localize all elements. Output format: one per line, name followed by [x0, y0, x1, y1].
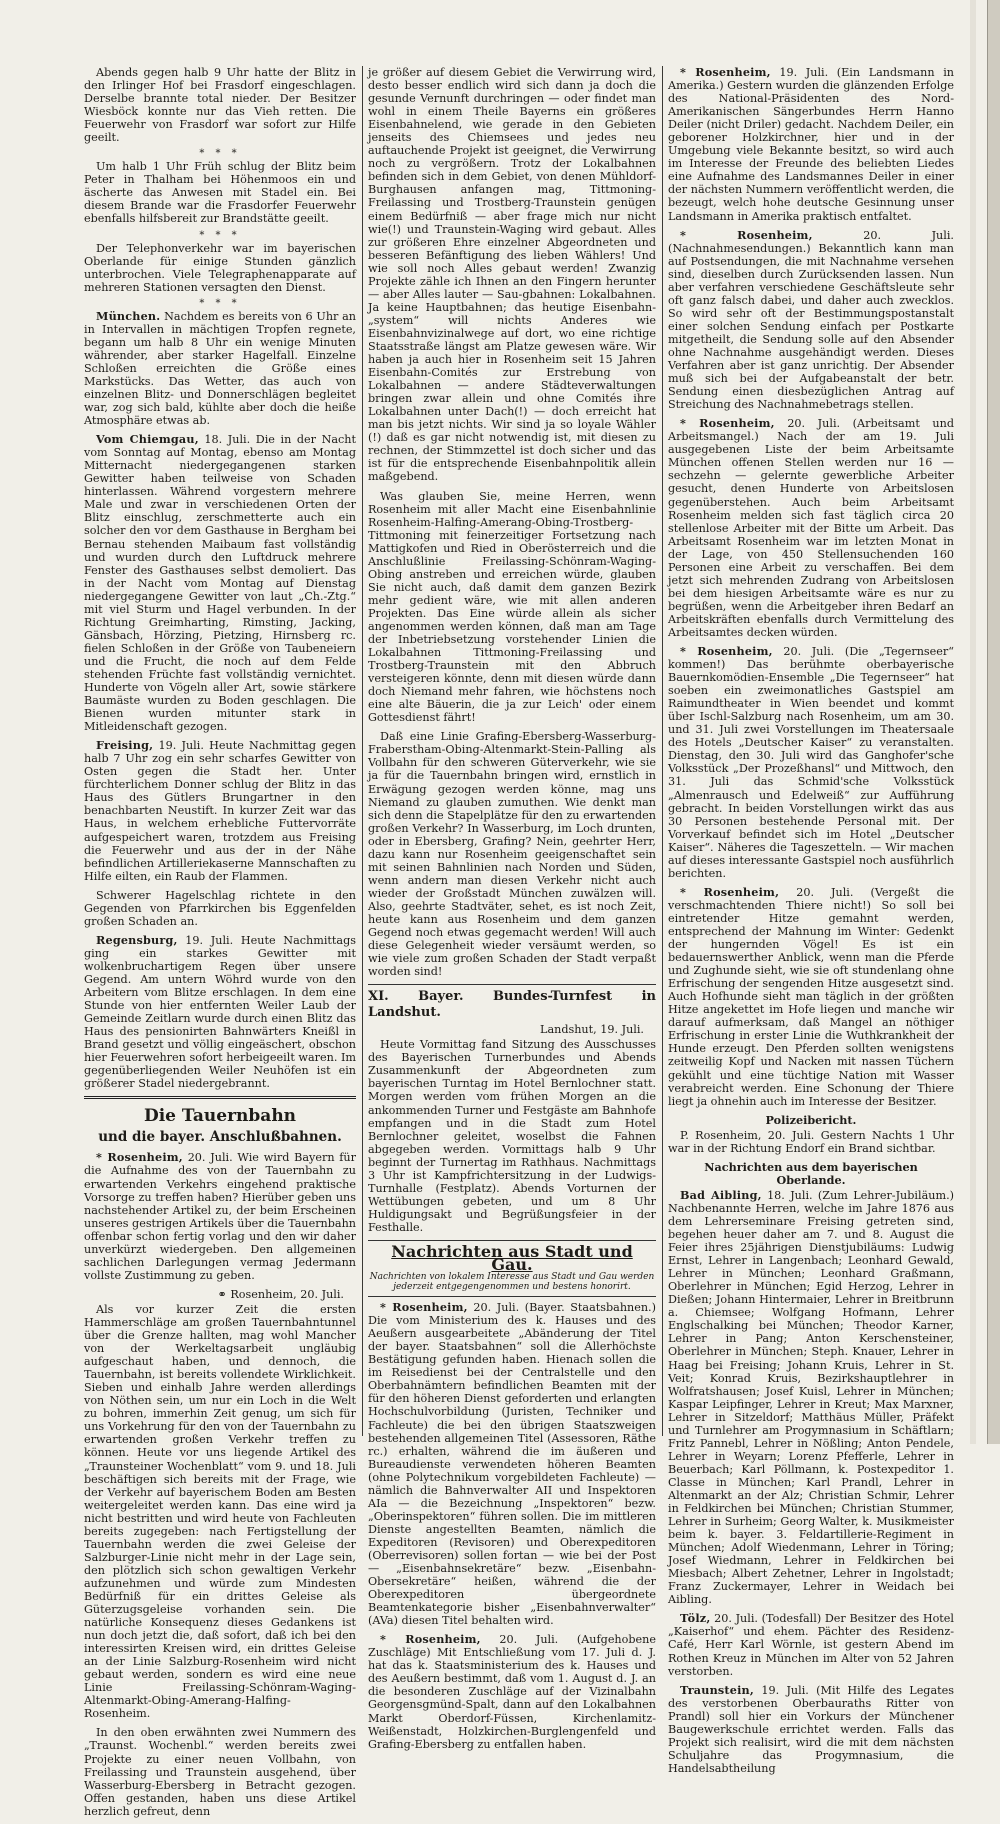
- article-paragraph: [84, 433, 356, 733]
- article-paragraph: Schwerer Hagelschlag richtete in den Gegenden von Pfarrkirchen bis Eggenfelden großen Schaden an.: [84, 888, 356, 928]
- place-head: * Rosenheim,: [680, 644, 773, 659]
- article-paragraph: [84, 310, 356, 427]
- place-head: Bad Aibling,: [680, 1187, 762, 1202]
- separator-stars: * * *: [199, 148, 241, 160]
- article-paragraph: [668, 1612, 954, 1677]
- dateline: ⚭ Rosenheim, 20. Juli.: [217, 1287, 344, 1301]
- article-paragraph: je größer auf diesem Gebiet die Verwirrung wird, desto besser endlich wird sich dann ja doch die gesunde Vernunft durchringen — oder findet man wohl in einem Theile Bayerns ein größeres Eisenbahnelend, wie gerade in den Gebieten jenseits des Chiemsees und jedes neu auftauchende Projekt ist geeignet, die Verwirrung noch zu vergrößern. Trotz der Lokalbahnen befinden sich in dem Gebiet, von denen Mühldorf-Burghausen anfangen mag, Tittmoning-Freilassing und Trostberg-Traunstein genügen einem Bedürfniß — aber frage mich nur nicht wie(!) und Traunstein-Waging wird gebaut. Alles zur größeren Ehre einzelner Abgeordneten und besseren Befänftigung des lieben Wählers! Und wie soll noch Alles gebaut werden! Zwanzig Projekte zähle ich Ihnen an den Fingern herunter — aber Alles lauter — Sau-gbahnen: Lokalbahnen. Ja keine Hauptbahnen; das heutige Eisenbahn-„system“ will nichts Anderes wie Eisenbahnvizinalwege auf dort, wo eine richtige Staatsstraße längst am Platze gewesen wäre. Wir haben ja auch hier in Rosenheim seit 15 Jahren Eisenbahn-Comités zur Erstrebung von Lokalbahnen — andere Städteverwaltungen bringen zwar allein und ohne Comités ihre Lokalbahnen unter Dach(!) — doch erreicht hat man bis jetzt nichts. Wir sind ja so loyale Wähler (!) daß es gar nicht notwendig ist, mit diesen zu rechnen, der Stimmzettel ist doch sicher und das ist für die entsprechende Eisenbahnpolitik allein maßgebend.: [368, 66, 656, 484]
- article-paragraph: [668, 417, 954, 639]
- article-paragraph: [84, 739, 356, 883]
- column-rule: [362, 66, 363, 1436]
- place-head: * Rosenheim,: [680, 65, 771, 79]
- place-head: * Rosenheim,: [680, 227, 813, 242]
- section-heading: XI. Bayer. Bundes-Turnfest in Landshut.: [368, 989, 656, 1021]
- place-head: Freising,: [96, 738, 154, 753]
- place-head: * Rosenheim,: [96, 1150, 183, 1165]
- place-head: * Rosenheim,: [380, 1632, 481, 1647]
- article-paragraph: Als vor kurzer Zeit die ersten Hammerschläge am großen Tauernbahntunnel über die Grenze hallten, mag wohl Mancher von der Werkeltagsarbeit ungläubig aufgeschaut haben, und dennoch, die Tauernbahn, ist bereits vollendete Wirklichkeit. Sieben und einhalb Jahre werden allerdings von Nöthen sein, um nur ein Loch in die Welt zu bohren, immerhin Zeit genug, um sich für uns Vorkehrung für den von der Tauernbahn zu erwartenden großen Verkehr treffen zu können. Heute vor uns liegende Artikel des „Traunsteiner Wochenblatt“ vom 9. und 18. Juli beschäftigen sich bereits mit der Frage, wie der Verkehr auf bayerischem Boden am Besten weitergeleitet werden kann. Das eine wird ja nicht bestritten und wird heute von Fachleuten bereits zugegeben: nach Fertigstellung der Tauernbahn werden die zwei Geleise der Salzburger-Linie nicht mehr in der Lage sein, den plötzlich sich schon gewaltigen Verkehr aufzunehmen und würde zum Mindesten Bedürfniß für ein drittes Geleise als Güterzugsgeleise vorhanden sein. Die natürliche Konsequenz dieses Gedankens ist nun doch jetzt die, daß sofort, daß ich bei den interessirten Kreisen wird, ein drittes Geleise an der Linie Salzburg-Rosenheim wird nicht gebaut werden, sondern es wird eine neue Linie Freilassing-Schönram-Waging-Altenmarkt-Obing-Amerang-Halfing-Rosenheim.: [84, 1302, 356, 1721]
- article-paragraph: Um halb 1 Uhr Früh schlug der Blitz beim Peter in Thalham bei Höhenmoos ein und äscherte das Anwesen mit Stadel ein. Bei diesem Brande war die Frasdorfer Feuerwehr ebenfalls hilfsbereit zur Brandstätte geeilt.: [84, 160, 356, 226]
- article-text: Nachdem es bereits von 6 Uhr an in Intervallen in mächtigen Tropfen regnete, begann um halb 8 Uhr ein wenige Minuten währender, aber starker Hagelfall. Einzelne Schloßen erreichten die Größe eines Markstücks. Das Wetter, das auch von einzelnen Blitz- und Donnerschlägen begleitet war, zog sich bald, kühlte aber doch die heiße Atmosphäre etwas ab.: [84, 309, 357, 428]
- article-paragraph: [84, 934, 356, 1091]
- divider: [368, 1240, 656, 1241]
- article-text: 20. Juli. (Die „Tegernseer“ kommen!) Das berühmte oberbayerische Bauernkomödien-Ensemble „Die Tegernseer“ hat soeben ein zweimonatliches Gastspiel am Raimundtheater in Wien beendet und kommt über Ischl-Salzburg nach Rosenheim, um am 30. und 31. Juli zwei Vorstellungen im Theatersaale des Hotels „Deutscher Kaiser“ zu veranstalten. Dienstag, den 30. Juli wird das Ganghofer'sche Volksstück „Der Prozeßhansl“ und Mittwoch, den 31. Juli das Schmid'sche Volksstück „Almenrausch und Edelweiß“ zur Aufführung gebracht. In beiden Vorstellungen wirkt das aus 30 Personen bestehende Personal mit. Der Vorverkauf befindet sich im Hotel „Deutscher Kaiser“. Näheres die Tageszetteln. — Wir machen auf dieses interessante Gastspiel noch ausführlich berichten.: [668, 645, 954, 880]
- article-text: 20. Juli. (Bayer. Staatsbahnen.) Die vom Ministerium des k. Hauses und des Aeußern ausgearbeitete „Abänderung der Titel der bayer. Staatsbahnen“ soll die Allerhöchste Bestätigung gefunden haben. Hienach sollen die im Reisedienst bei der Centralstelle und den Oberbahnämtern befindlichen Beamten mit der für den höheren Dienst geforderten und erlangten Hochschulvorbildung (Juristen, Techniker und Fachleute) die bei den übrigen Staatszweigen bestehenden allgemeinen Titel (Assessoren, Räthe rc.) erhalten, während die im äußeren und Bureaudienste verwendeten höheren Beamten (ohne Polytechnikum vorgebildeten Fachleute) — nämlich die Bahnverwalter AII und Inspektoren AIa — die Bezeichnung „Inspektoren“ bezw. „Oberinspektoren“ führen sollen. Die im mittleren Dienste angestellten Beamten, nämlich die Expeditoren (Revisoren) und Oberexpeditoren (Oberrevisoren) sollen fortan — wie bei der Post — „Eisenbahnsekretäre“ bezw. „Eisenbahn-Obersekretäre“ heißen, während die der Oberexpeditoren übergeordnete Beamtenkategorie bisher „Eisenbahnverwalter“ (AVa) diesen Titel behalten wird.: [368, 1301, 656, 1628]
- article-paragraph: [668, 886, 954, 1108]
- article-paragraph: Heute Vormittag fand Sitzung des Ausschusses des Bayerischen Turnerbundes und Abends Zusammenkunft der Abgeordneten zum bayerischen Turntag im Hotel Bernlochner statt. Morgen werden vom frühen Morgen an die ankommenden Turner und Festgäste am Bahnhofe empfangen und in die Stadt zum Hotel Bernlochner geleitet, woselbst die Fahnen abgegeben werden. Vormittags halb 9 Uhr beginnt der Turnertag im Rathhaus. Nachmittags 3 Uhr ist Kampfrichtersitzung in der Ludwigs-Turnhalle (Festplatz). Abends Vorturnen der Wettübungen gebeten, und um 8 Uhr Huldigungsakt und Begrüßungsfeier in der Festhalle.: [368, 1038, 656, 1234]
- dateline: Landshut, 19. Juli.: [540, 1023, 644, 1037]
- article-text: 20. Juli. Wie wird Bayern für die Aufnahme des von der Tauernbahn zu erwartenden Verkehrs eingehend praktische Vorsorge zu treffen haben? Hierüber geben uns nachstehender Artikel zu, der beim Erscheinen unseres gestrigen Artikels über die Tauernbahn offenbar schon fertig vorlag und den wir daher unverkürzt wiedergeben. Den allgemeinen sachlichen Darlegungen vermag Jedermann vollste Zustimmung zu geben.: [84, 1151, 356, 1282]
- article-text: 19. Juli. Heute Nachmittag gegen halb 7 Uhr zog ein sehr scharfes Gewitter von Osten gegen die Stadt her. Unter fürchterlichem Donner schlug der Blitz in das Haus des Gütlers Brungartner in den benachbarten Neustift. In kurzer Zeit war das Haus, in welchem erhebliche Futtervorräte aufgespeichert waren, trotzdem aus Freising die Feuerwehr und aus der in der Nähe befindlichen Artilleriekaserne Mannschaften zu Hilfe eilten, ein Raub der Flammen.: [84, 739, 356, 883]
- article-paragraph: [368, 1633, 656, 1750]
- article-text: 19. Juli. (Ein Landsmann in Amerika.) Gestern wurden die glänzenden Erfolge des National-Präsidenten des Nord-Amerikanischen Sängerbundes Herrn Hanno Deiler (nicht Driler) gedacht. Nachdem Deiler, ein geborener Holzkirchner, hier und in der Umgebung viele Bekannte besitzt, so wird auch im Interesse der Freunde des beliebten Liedes eine Aufnahme des Landsmannes Deiler in einer der nächsten Nummern veröffentlicht werden, die bezeugt, welch hohe deutsche Gesinnung unser Landsmann in Amerika praktisch entfaltet.: [668, 66, 954, 223]
- column-3: [668, 66, 954, 1781]
- article-paragraph: [668, 1189, 954, 1607]
- article-text: 19. Juli. (Mit Hilfe des Legates des verstorbenen Oberbauraths Ritter von Prandl) soll hier ein Vorkurs der Münchener Baugewerkschule errichtet werden. Falls das Projekt sich realisirt, wird die mit dem nächsten Schuljahre das Progymnasium, die Handelsabtheilung: [668, 1683, 955, 1775]
- article-text: 20. Juli. (Todesfall) Der Besitzer des Hotel „Kaiserhof“ und ehem. Pächter des Residenz-Café, Herr Karl Wörnle, ist gestern Abend im Rothen Kreuz in München im Alter von 52 Jahren verstorben.: [668, 1612, 954, 1678]
- article-paragraph: [668, 645, 954, 880]
- column-1: [84, 66, 356, 1824]
- section-heading: Nachrichten aus dem bayerischen Oberlande.: [704, 1159, 918, 1187]
- article-paragraph: Daß eine Linie Grafing-Ebersberg-Wasserburg-Fraberstham-Obing-Altenmarkt-Stein-Palling als Vollbahn für den schweren Güterverkehr, wie sie ja für die Tauernbahn bringen wird, ernstlich in Erwägung gezogen werden könne, mag uns Niemand zu glauben zumuthen. Wie denkt man sich denn die Stapelplätze für den zu erwartenden großen Verkehr? In Wasserburg, im Loch drunten, oder in Ebersberg, Grafing? Nein, geehrter Herr, dazu kann nur Rosenheim geeigenschaftet sein mit seinen Bahnlinien nach Norden und Süden, wenn andern man diesen Verkehr nicht auch wieder der Großstadt München zuwälzen will. Also, geehrte Stadtväter, sehet, es ist noch Zeit, heute kann aus Rosenheim und dem ganzen Gegend noch etwas gegemacht werden! Will auch diese Gelegenheit wieder versäumt werden, so wie viele zum großen Schaden der Stadt verpaßt worden sind!: [368, 730, 656, 979]
- article-paragraph: In den oben erwähnten zwei Nummern des „Traunst. Wochenbl.“ werden bereits zwei Projekte zu einer neuen Vollbahn, von Freilassing und Traunstein ausgehend, über Wasserburg-Ebersberg in Betracht gezogen. Offen gestanden, haben uns diese Artikel herzlich gefreut, denn: [84, 1726, 356, 1818]
- place-head: * Rosenheim,: [680, 416, 775, 431]
- divider: [368, 1296, 656, 1297]
- headline: Die Tauernbahn: [143, 1106, 297, 1127]
- article-text: 20. Juli. (Arbeitsamt und Arbeitsmangel.) Nach der am 19. Juli ausgegebenen Liste der beim Arbeitsamte München offenen Stellen werden nur 16 — sechzehn — gelernte gewerbliche Arbeiter gesucht, denen Hunderte von Arbeitslosen gegenüberstehen. Auch beim Arbeitsamt Rosenheim melden sich fast täglich circa 20 stellenlose Arbeiter mit der Bitte um Arbeit. Das Arbeitsamt Rosenheim war im letzten Monat in der Lage, von 450 Stellensuchenden 160 Personen eine Arbeit zu verschaffen. Bei dem jetzt sich mehrenden Zudrang von Arbeitslosen bei dem hiesigen Arbeitsamte wäre es nur zu begrüßen, wenn die Arbeitgeber ihren Bedarf an Arbeitskräften ebenfalls durch Vermittelung des Arbeitsamtes decken würden.: [668, 417, 954, 639]
- place-head: München.: [96, 308, 161, 323]
- place-head: Tölz,: [680, 1611, 711, 1626]
- article-text: 18. Juli. (Zum Lehrer-Jubiläum.) Nachbenannte Herren, welche im Jahre 1876 aus dem Lehrerseminare Freising getreten sind, begehen heuer daher am 7. und 8. August die Feier ihres 25jährigen Dienstjubiläums: Ludwig Ernst, Lehrer in Langenbach; Leonhard Gewald, Lehrer in München; Leonhard Graßmann, Oberlehrer in München; Egid Herzog, Lehrer in Dießen; Johann Hintermaier, Lehrer in Breitbrunn a. Chiemsee; Wolfgang Hofmann, Lehrer Englschalking bei München; Theodor Karner, Lehrer in Pang; Anton Kerschensteiner, Oberlehrer in München; Steph. Knauer, Lehrer in Haag bei Freising; Johann Kruis, Lehrer in St. Veit; Konrad Kruis, Bezirkshauptlehrer in Wolfratshausen; Josef Kuisl, Lehrer in München; Kaspar Leipfinger, Lehrer in Kreut; Max Marxner, Lehrer in Sitzeldorf; Matthäus Müller, Präfekt und Turnlehrer am Progymnasium in Schäftlarn; Fritz Pannebl, Lehrer in Nößling; Anton Pendele, Lehrer in Weyarn; Lorenz Pfefferle, Lehrer in Beuerbach; Karl Pöllmann, k. Postexpeditor 1. Classe in München; Karl Prandl, Lehrer in Altenmarkt an der Alz; Christian Schmir, Lehrer in Feldkirchen bei München; Christian Stummer, Lehrer in Surheim; Georg Walter, k. Musikmeister beim k. bayer. 3. Feldartillerie-Regiment in München; Adolf Wiedenmann, Lehrer in Töring; Josef Wiedmann, Lehrer in Feldkirchen bei Miesbach; Albert Zehetner, Lehrer in Ingolstadt; Franz Zuckermayer, Lehrer in Weidach bei Aibling.: [668, 1188, 954, 1607]
- divider: [368, 984, 656, 985]
- article-paragraph: [668, 229, 954, 412]
- section-subheading: Nachrichten von lokalem Interesse aus Stadt und Gau werden jederzeit entgegengenommen und bestens honorirt.: [369, 1272, 655, 1293]
- place-head: Vom Chiemgau,: [96, 432, 199, 447]
- article-text: 20. Juli. (Vergeßt die verschmachtenden Thiere nicht!) So soll bei eintretender Hitze gemahnt werden, entsprechend der Mahnung im Winter: Gedenkt der hungernden Vögel! Es ist ein bedauernswerther Anblick, wenn man die Pferde und Zughunde sieht, wie sie oft stundenlang ohne Erfrischung der sengenden Hitze ausgesetzt sind. Auch Hofhunde sieht man täglich in der größten Hitze angekettet im Hofe liegen und manche wir darauf aufmerksam, daß Mangel an nöthiger Erfrischung in erster Linie die Wuthkrankheit der Hunde erzeugt. Den Pferden sollten wenigstens zeitweilig Kopf und Nacken mit nassen Tüchern gekühlt und eine tüchtige Nation mit Wasser verabreicht werden. Eine Schonung der Thiere liegt ja ohnehin auch im Interesse der Besitzer.: [668, 885, 954, 1108]
- article-paragraph: Was glauben Sie, meine Herren, wenn Rosenheim mit aller Macht eine Eisenbahnlinie Rosenheim-Halfing-Amerang-Obing-Trostberg-Tittmoning mit feinerzeitiger Fortsetzung nach Mattigkofen und Ried in Oberösterreich und die Anschlußlinie Freilassing-Schönram-Waging-Obing anstreben und erreichen würde, glauben Sie nicht auch, daß damit dem ganzen Bezirk mehr gedient wäre, wie mit allen anderen Projekten. Das Eine würde allein als sicher angenommen werden können, daß man am Tage der Inbetriebsetzung vorstehender Linien die Lokalbahnen Tittmoning-Freilassing und Trostberg-Traunstein mit den Abbruch versteigeren könnte, denn mit diesen würde dann doch Niemand mehr fahren, wie höchstens noch eine alte Bäuerin, die ja zur Leich' oder einem Gottesdienst fährt!: [368, 489, 656, 725]
- article-text: 18. Juli. Die in der Nacht vom Sonntag auf Montag, ebenso am Montag Mitternacht niedergegangenen starken Gewitter haben teilweise von Schaden hinterlassen. Während vorgestern mehrere Male und zwar in verschiedenen Orten der Blitz einschlug, zerschmetterte auch ein solcher den vor dem Gasthause in Bergham bei Bernau stehenden Maibaum fast vollständig und wurden durch den Luftdruck mehrere Fenster des Gasthauses selbst demoliert. Das in der Nacht vom Montag auf Dienstag niedergegangene Gewitter von laut „Ch.-Ztg.“ mit viel Sturm und Hagel verbunden. In der Richtung Greimharting, Rimsting, Jacking, Gänsbach, Hörzing, Pietzing, Hirnsberg rc. fielen Schloßen in der Größe von Taubeneiern und die Frucht, die noch auf dem Felde stehenden Früchte fast vollständig vernichtet. Hunderte von Vögeln aller Art, sowie stärkere Baumäste wurden zu Boden geschlagen. Die Bienen wurden mitunter stark in Mitleidenschaft gezogen.: [84, 433, 357, 734]
- article-paragraph: [84, 1151, 356, 1281]
- article-paragraph: Der Telephonverkehr war im bayerischen Oberlande für einige Stunden gänzlich unterbrochen. Viele Telegraphenapparate auf mehreren Stationen versagten den Dienst.: [84, 241, 356, 294]
- article-paragraph: Abends gegen halb 9 Uhr hatte der Blitz in den Irlinger Hof bei Frasdorf eingeschlagen. Derselbe brannte total nieder. Der Besitzer Wiesböck konnte nur das Vieh retten. Die Feuerwehr von Frasdorf war sofort zur Hilfe geeilt.: [84, 66, 356, 145]
- place-head: Regensburg,: [96, 932, 178, 947]
- article-paragraph: [668, 1684, 954, 1775]
- separator-stars: * * *: [199, 229, 241, 241]
- heavy-rule: [84, 1096, 356, 1099]
- page-edge: [987, 0, 1000, 1444]
- place-head: * Rosenheim,: [680, 884, 780, 899]
- subheadline: und die bayer. Anschlußbahnen.: [98, 1129, 342, 1146]
- article-text: 19. Juli. Heute Nachmittags ging ein starkes Gewitter mit wolkenbruchartigem Regen über unsere Gegend. Am untern Wöhrd wurde von den Arbeitern vom Blitze erschlagen. In dem eine Stunde von hier entfernten Weiler Laub der Gemeinde Zeitlarn wurde durch einen Blitz das Haus des pensionirten Bahnwärters Kneißl in Brand gesetzt und völlig eingeäschert, obschon hier Feuerwehren sofort herbeigeeilt waren. Im gegenüberliegenden Weiler Neuhöfen ist ein größerer Stadel niedergebrannt.: [84, 933, 356, 1091]
- article-text: 20. Juli. (Aufgehobene Zuschläge) Mit Entschließung vom 17. Juli d. J. hat das k. Staatsministerium des k. Hauses und des Aeußern bestimmt, daß vom 1. August d. J. an die besonderen Zuschläge auf der Vizinalbahn Georgensgmünd-Spalt, dann auf den Lokalbahnen Markt Oberdorf-Füssen, Kirchenlamitz-Weißenstadt, Holzkirchen-Burglengenfeld und Grafing-Ebersberg zu entfallen haben.: [368, 1633, 656, 1751]
- article-paragraph: [368, 1301, 656, 1627]
- place-head: Traunstein,: [680, 1682, 754, 1697]
- place-head: * Rosenheim,: [380, 1300, 468, 1315]
- article-paragraph: [668, 66, 954, 223]
- article-text: 20. Juli. (Nachnahmesendungen.) Bekanntlich kann man auf Postsendungen, die mit Nachnahme versehen sind, dieselben durch Zurücksenden lassen. Nun aber verfahren verschiedene Geschäftsleute sehr oft ganz falsch dabei, und daher auch zwecklos. So wird sehr oft der Bestimmungspostanstalt einer solchen Sendung einfach per Postkarte mitgetheilt, die Sendung solle auf den Absender ohne Nachnahme ausgehändigt werden. Dieses Verfahren aber ist ganz unrichtig. Der Absender muß sich bei der Aufgabeanstalt der betr. Sendung einen diesbezüglichen Antrag auf Streichung des Nachnahmebetrags stellen.: [668, 228, 954, 412]
- column-rule: [662, 66, 663, 1436]
- section-heading: Nachrichten aus Stadt und Gau.: [391, 1241, 633, 1275]
- separator-stars: * * *: [199, 297, 241, 309]
- column-2: [368, 66, 656, 1757]
- section-heading: Polizeibericht.: [765, 1112, 857, 1127]
- article-paragraph: P. Rosenheim, 20. Juli. Gestern Nachts 1 Uhr war in der Richtung Endorf ein Brand sichtbar.: [668, 1128, 954, 1155]
